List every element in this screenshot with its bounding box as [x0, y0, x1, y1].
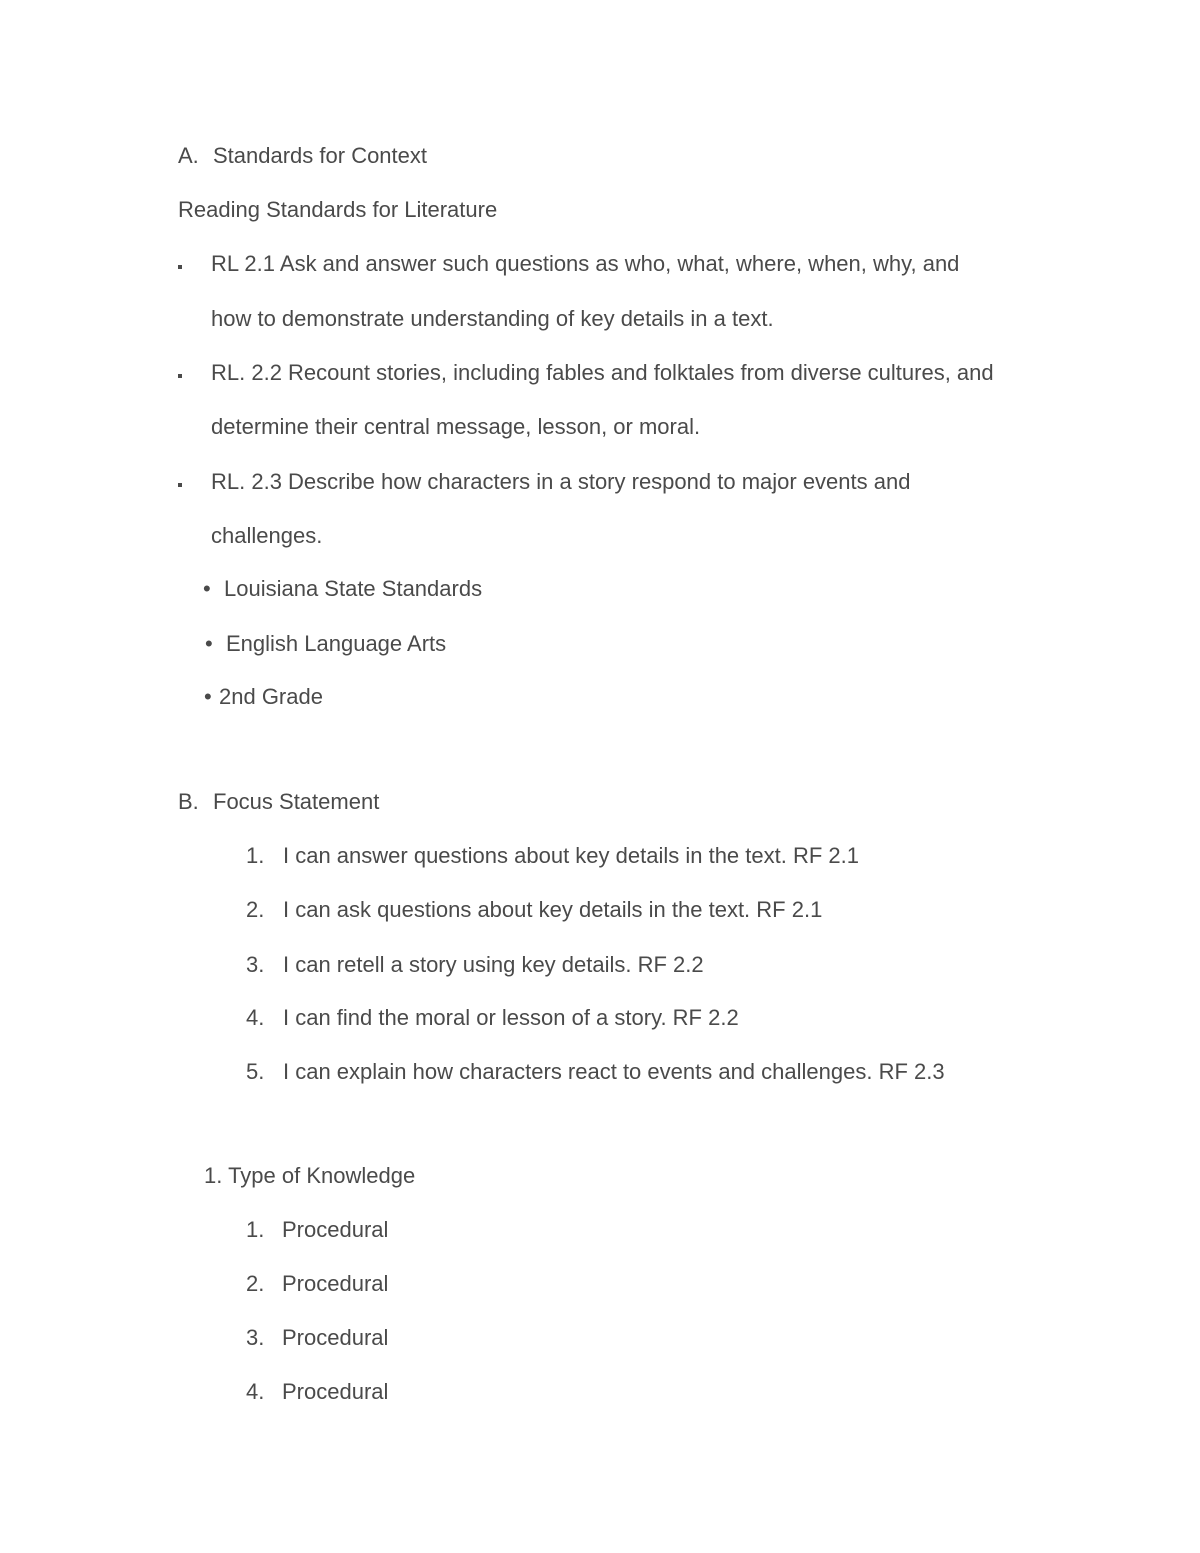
- focus-statement-number: 4.: [246, 1005, 265, 1030]
- knowledge-item-number: 1.: [246, 1217, 265, 1242]
- bullet-icon: •: [203, 576, 211, 601]
- section-b-title: Focus Statement: [213, 789, 380, 814]
- knowledge-item: Procedural: [282, 1325, 389, 1350]
- section-a-letter: A.: [178, 143, 199, 168]
- focus-statement: I can answer questions about key details in the text. RF 2.1: [283, 843, 859, 868]
- focus-statement-number: 3.: [246, 952, 265, 977]
- knowledge-item: Procedural: [282, 1217, 389, 1242]
- square-bullet-icon: [178, 374, 182, 378]
- knowledge-item-number: 4.: [246, 1379, 265, 1404]
- standard-rl-2-1-line-1: RL 2.1 Ask and answer such questions as who, what, where, when, why, and: [211, 251, 960, 276]
- knowledge-item-number: 3.: [246, 1325, 265, 1350]
- focus-statement: I can explain how characters react to events and challenges. RF 2.3: [283, 1059, 945, 1084]
- knowledge-item: Procedural: [282, 1271, 389, 1296]
- standard-rl-2-2-line-1: RL. 2.2 Recount stories, including fables and folktales from diverse cultures, and: [211, 360, 994, 385]
- knowledge-item: Procedural: [282, 1379, 389, 1404]
- context-item-state: Louisiana State Standards: [224, 576, 483, 601]
- section-b-letter: B.: [178, 789, 199, 814]
- context-item-grade: 2nd Grade: [219, 684, 323, 709]
- section-a-subheading: Reading Standards for Literature: [178, 197, 498, 222]
- focus-statement: I can ask questions about key details in the text. RF 2.1: [283, 897, 823, 922]
- focus-statement: I can find the moral or lesson of a story. RF 2.2: [283, 1005, 739, 1030]
- knowledge-item-number: 2.: [246, 1271, 265, 1296]
- square-bullet-icon: [178, 265, 182, 269]
- standard-rl-2-1-line-2: how to demonstrate understanding of key details in a text.: [211, 306, 774, 331]
- standard-rl-2-3-line-2: challenges.: [211, 523, 323, 548]
- context-item-subject: English Language Arts: [226, 631, 447, 656]
- section-a-title: Standards for Context: [213, 143, 428, 168]
- focus-statement-number: 2.: [246, 897, 265, 922]
- focus-statement-number: 1.: [246, 843, 265, 868]
- focus-statement-number: 5.: [246, 1059, 265, 1084]
- standard-rl-2-3-line-1: RL. 2.3 Describe how characters in a story respond to major events and: [211, 469, 911, 494]
- standard-rl-2-2-line-2: determine their central message, lesson, or moral.: [211, 414, 701, 439]
- bullet-icon: •: [204, 684, 212, 709]
- square-bullet-icon: [178, 483, 182, 487]
- knowledge-heading: 1. Type of Knowledge: [204, 1163, 416, 1188]
- bullet-icon: •: [205, 631, 213, 656]
- focus-statement: I can retell a story using key details. RF 2.2: [283, 952, 704, 977]
